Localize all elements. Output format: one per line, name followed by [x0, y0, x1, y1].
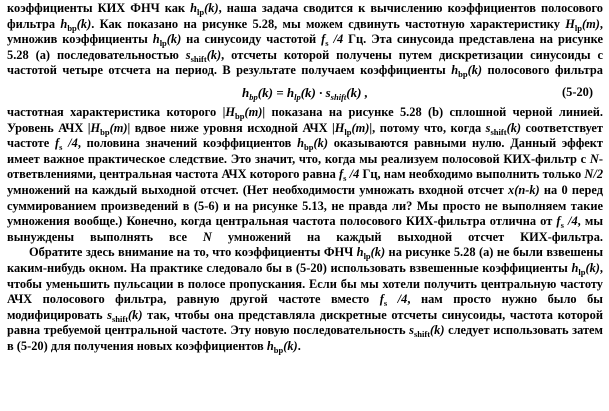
- text-run: Гц, нам необходимо выполнить только: [359, 167, 585, 182]
- subscript: bp: [273, 344, 284, 355]
- subscript: s: [560, 220, 564, 231]
- subscript: bp: [67, 22, 77, 33]
- subscript: lp: [344, 126, 352, 137]
- math-symbol: (k) · s: [300, 84, 331, 100]
- equation-5-20-row: [7, 81, 603, 104]
- text-run: , мы вынуждены выполнять все: [7, 214, 604, 244]
- text-run: на синусоиду частотой: [181, 32, 322, 47]
- math-symbol: (k): [76, 16, 92, 31]
- text-run: на 0 перед суммированием произведений в (5-6) и на рисунке 5.13, не правда ли? Мы просто не выполняем такие умножения вообще.) Конечно, когда центральная частота полосового КИХ-фильтра отлична от: [7, 182, 603, 229]
- math-symbol: h: [242, 84, 250, 100]
- text-run: на рисунке 5.28 (а) не были взвешены каким-нибудь окном. На практике следовало бы в (5-20) использовать взвешенные коэффициенты: [7, 245, 604, 275]
- math-symbol: (m): [351, 120, 370, 135]
- text-run: Обратите здесь внимание на то, что коэффициенты ФНЧ: [29, 245, 357, 260]
- math-symbol: f: [556, 214, 561, 229]
- text-run: , чтобы уменьшить пульсации в полосе пропускания. Если бы мы хотели получить центральную частоту АЧХ полосового фильтра, равную другой частоте вместо: [7, 260, 603, 307]
- math-symbol: H: [90, 120, 101, 135]
- math-symbol: H: [334, 120, 345, 135]
- subscript: s: [59, 142, 63, 153]
- math-symbol: /4: [62, 136, 78, 151]
- subscript: bp: [304, 142, 314, 153]
- math-symbol: /4: [346, 167, 360, 182]
- text-run: | показана на рисунке 5.28 (b) сплошной черной линией. Уровень АЧХ |: [7, 104, 604, 135]
- subscript: bp: [234, 110, 245, 121]
- math-symbol: h: [356, 245, 364, 260]
- math-symbol: h: [297, 136, 305, 151]
- math-symbol: (k): [128, 307, 143, 322]
- subscript: shift: [490, 126, 507, 137]
- text-run: , половина значений коэффициентов: [77, 136, 298, 151]
- text-run: частотная характеристика которого |: [7, 104, 226, 119]
- math-symbol: (m): [582, 16, 600, 31]
- text-run: соответствует частоте: [7, 120, 603, 151]
- subscript: bp: [249, 91, 258, 102]
- subscript: shift: [330, 91, 347, 102]
- text-run: |, потому что, когда: [369, 120, 486, 135]
- math-symbol: (k): [430, 323, 445, 338]
- subscript: s: [383, 298, 388, 309]
- math-symbol: f: [321, 32, 326, 47]
- math-symbol: f: [54, 136, 60, 151]
- subscript: bp: [458, 69, 468, 80]
- math-symbol: (k): [506, 120, 522, 135]
- subscript: shift: [413, 329, 431, 340]
- math-symbol: (k): [467, 63, 483, 78]
- text-run: , наша задача сводится к вычислению коэффициентов полосового фильтра: [7, 1, 604, 31]
- text-run: умножений на каждый выходной отсчет КИХ-фильтра.: [211, 229, 603, 244]
- math-symbol: (k): [206, 47, 222, 62]
- math-symbol: (k): [585, 260, 600, 275]
- subscript: lp: [363, 251, 371, 262]
- text-run: , отсчеты которой получены путем дискретизации синусоиды с частотой четыре отсчета на период. В результате получаем коэффициенты: [7, 47, 603, 78]
- paragraph-2: [7, 105, 603, 245]
- text-run: , нам просто нужно было бы модифицировать: [7, 292, 603, 322]
- text-run: , умножив коэффициенты: [7, 16, 603, 47]
- subscript: bp: [100, 126, 110, 137]
- math-symbol: h: [152, 32, 160, 47]
- subscript: s: [343, 173, 347, 184]
- paragraph-3: [7, 245, 603, 354]
- math-symbol: h: [571, 260, 579, 275]
- text-run: полосового фильтра: [482, 63, 603, 78]
- text-run: Гц. Эта синусоида представлена на рисунке 5.28 (а) последовательностью: [7, 32, 603, 62]
- math-symbol: H: [225, 104, 235, 119]
- math-symbol: (m): [109, 120, 128, 135]
- text-run: ,: [361, 84, 368, 100]
- math-symbol: /4: [328, 32, 344, 47]
- text-run: оказываются равными нулю. Данный эффект имеет важное практическое следствие. Это значит, что, когда мы реализуем полосовой КИХ-фильтр с: [7, 136, 603, 166]
- math-symbol: s: [409, 323, 414, 338]
- math-symbol: (k): [204, 1, 219, 15]
- math-symbol: s: [107, 307, 112, 322]
- math-symbol: h: [190, 1, 198, 15]
- equation-5-20: [242, 85, 368, 101]
- math-symbol: (k): [313, 136, 328, 151]
- text-run: -ответвлениями, центральная частота АЧХ которого равна: [7, 151, 603, 182]
- subscript: lp: [159, 38, 167, 49]
- math-symbol: N: [589, 151, 599, 166]
- text-run: следует использовать затем в (5-20) для получения новых коэффициентов: [7, 323, 603, 353]
- subscript: lp: [294, 91, 301, 102]
- math-symbol: H: [565, 16, 575, 31]
- math-symbol: /4: [387, 292, 408, 307]
- math-symbol: N: [202, 229, 212, 244]
- math-symbol: /4: [563, 214, 578, 229]
- paragraph-1: [7, 1, 603, 79]
- text-run: коэффициенты КИХ ФНЧ как: [7, 1, 191, 15]
- subscript: lp: [574, 22, 582, 33]
- text-run: так, чтобы она представляла дискретные отсчеты синусоиды, частота которой равна требуемой центральной частоте. Эту новую последовательность: [7, 307, 603, 338]
- subscript: lp: [197, 7, 205, 17]
- math-symbol: (k): [370, 245, 386, 260]
- text-run: .: [297, 338, 301, 353]
- math-symbol: s: [185, 47, 191, 62]
- math-symbol: (k): [346, 84, 362, 100]
- math-symbol: h: [266, 338, 274, 353]
- math-symbol: f: [339, 167, 344, 182]
- math-symbol: (k) = h: [257, 84, 295, 100]
- subscript: shift: [111, 313, 129, 324]
- subscript: s: [325, 38, 329, 49]
- math-symbol: (m): [244, 104, 263, 119]
- text-run: | вдвое ниже уровня исходной АЧХ |: [127, 120, 335, 135]
- math-symbol: h: [451, 63, 459, 78]
- math-symbol: s: [485, 120, 491, 135]
- math-symbol: N/2: [584, 167, 604, 182]
- math-symbol: h: [60, 16, 68, 31]
- math-symbol: f: [379, 292, 384, 307]
- math-symbol: x(n-k): [508, 182, 540, 197]
- math-symbol: (k): [283, 338, 298, 353]
- text-run: . Как показано на рисунке 5.28, мы можем сдвинуть частотную характеристику: [91, 16, 566, 31]
- text-run: умножений на каждый выходной отсчет. (Нет необходимости умножать входной отсчет: [7, 182, 509, 197]
- subscript: lp: [578, 266, 586, 277]
- subscript: shift: [190, 53, 207, 64]
- math-symbol: (k): [166, 32, 182, 47]
- equation-number: (5-20): [562, 84, 593, 99]
